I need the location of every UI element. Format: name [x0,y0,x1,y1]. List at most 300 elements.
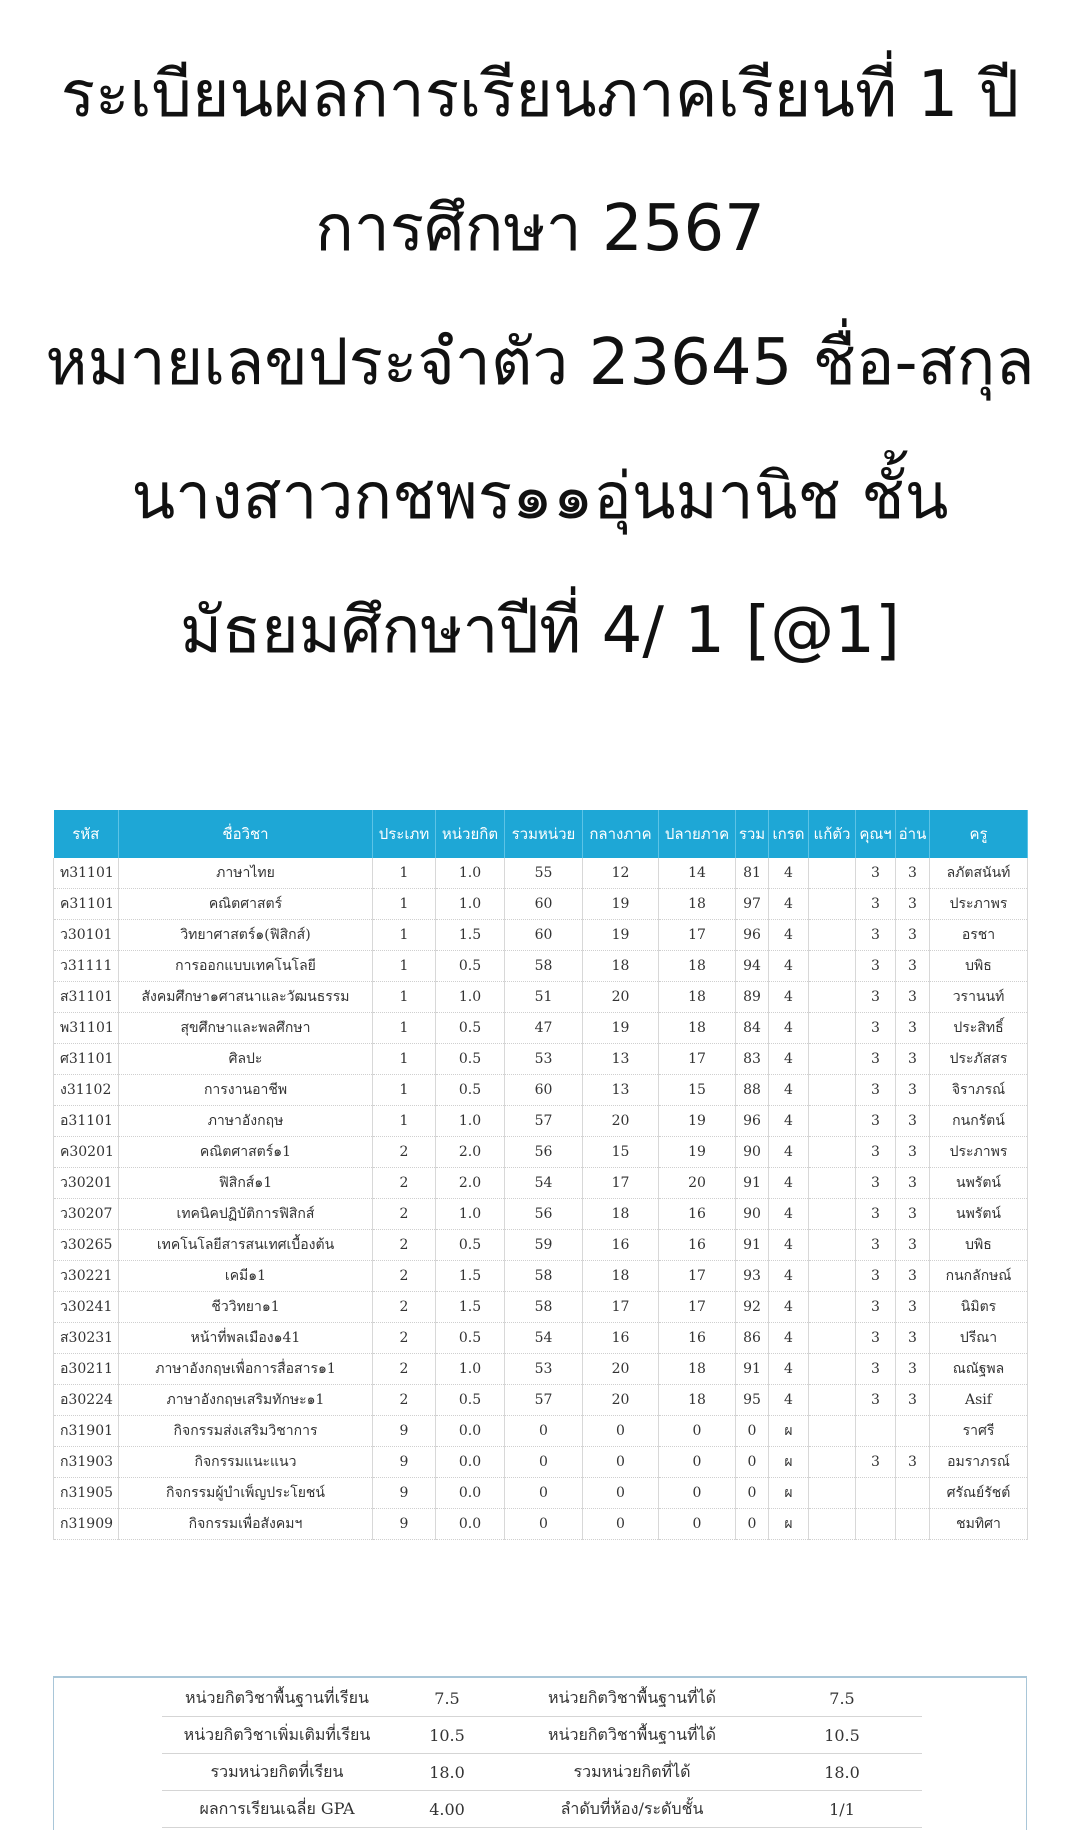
table-cell: 2 [373,1323,436,1354]
table-cell: 17 [659,1292,736,1323]
table-cell: 0.0 [436,1478,505,1509]
table-cell: บพิธ [930,1230,1028,1261]
table-cell: 15 [583,1137,659,1168]
table-cell: 1.0 [436,889,505,920]
table-cell: 16 [659,1323,736,1354]
col-header: คุณฯ [856,810,896,858]
table-cell: 58 [505,1261,583,1292]
summary-panel [53,1676,1027,1830]
table-cell: 56 [505,1137,583,1168]
table-cell: 1.5 [436,1292,505,1323]
table-cell: 18 [659,889,736,920]
table-cell [809,1323,856,1354]
table-cell: ประภาพร [930,1137,1028,1168]
col-header: รวม [736,810,769,858]
table-cell: บพิธ [930,951,1028,982]
table-cell: 4 [769,1013,809,1044]
table-cell: 91 [736,1230,769,1261]
table-cell [809,889,856,920]
summary-value: 1/1 [762,1791,922,1828]
table-cell: 18 [583,951,659,982]
table-cell: 55 [505,858,583,889]
col-header: ประเภท [373,810,436,858]
table-cell: 0 [505,1478,583,1509]
table-cell: จิราภรณ์ [930,1075,1028,1106]
table-cell: 4 [769,1354,809,1385]
table-row [54,1292,1028,1323]
table-cell: 54 [505,1168,583,1199]
col-header: หน่วยกิต [436,810,505,858]
table-cell: ส30231 [54,1323,119,1354]
table-row [54,951,1028,982]
table-cell [856,1416,896,1447]
table-cell: 4 [769,858,809,889]
table-cell [809,1385,856,1416]
table-cell [809,1075,856,1106]
table-cell: กิจกรรมส่งเสริมวิชาการ [119,1416,373,1447]
table-cell: 3 [896,1292,930,1323]
table-cell: 0.5 [436,1323,505,1354]
col-header: รวมหน่วย [505,810,583,858]
table-cell: สุขศึกษาและพลศึกษา [119,1013,373,1044]
table-cell: อรชา [930,920,1028,951]
table-cell [809,1292,856,1323]
summary-value: 10.5 [762,1717,922,1754]
table-cell: 0 [505,1447,583,1478]
table-cell: 90 [736,1137,769,1168]
table-cell: 2 [373,1168,436,1199]
table-cell: ปรีณา [930,1323,1028,1354]
table-cell: 96 [736,920,769,951]
table-cell: ฟิสิกส์๑1 [119,1168,373,1199]
table-cell: 3 [896,951,930,982]
table-cell: ณณัฐพล [930,1354,1028,1385]
summary-label: รวมหน่วยกิตที่ได้ [502,1754,762,1791]
report-title [30,28,1050,698]
table-cell: หน้าที่พลเมือง๑41 [119,1323,373,1354]
table-cell: 3 [856,1385,896,1416]
table-row [54,1013,1028,1044]
table-cell: 0 [736,1509,769,1540]
table-cell: ว30265 [54,1230,119,1261]
table-cell: ว31111 [54,951,119,982]
table-cell: 47 [505,1013,583,1044]
table-cell: ง31102 [54,1075,119,1106]
table-cell: 3 [896,889,930,920]
table-cell: 3 [856,951,896,982]
summary-value: 7.5 [392,1680,502,1717]
col-header: กลางภาค [583,810,659,858]
table-cell: 59 [505,1230,583,1261]
table-cell: ก31909 [54,1509,119,1540]
table-row [54,1385,1028,1416]
table-cell: 20 [583,982,659,1013]
col-header: ปลายภาค [659,810,736,858]
table-cell: 3 [856,920,896,951]
summary-value: 4.00 [392,1791,502,1828]
table-cell: ชีววิทยา๑1 [119,1292,373,1323]
table-cell: 95 [736,1385,769,1416]
col-header: อ่าน [896,810,930,858]
table-cell [896,1509,930,1540]
table-cell: การออกแบบเทคโนโลยี [119,951,373,982]
table-cell: 4 [769,920,809,951]
table-cell: เคมี๑1 [119,1261,373,1292]
table-cell: 19 [583,920,659,951]
table-cell: 9 [373,1447,436,1478]
table-cell: 9 [373,1509,436,1540]
table-cell: 90 [736,1199,769,1230]
summary-label: หน่วยกิตวิชาพื้นฐานที่ได้ [502,1717,762,1754]
table-cell [809,1199,856,1230]
col-header: ชื่อวิชา [119,810,373,858]
table-cell [809,1230,856,1261]
table-cell: 3 [856,1230,896,1261]
table-cell [809,1044,856,1075]
table-cell: ค31101 [54,889,119,920]
table-cell: 3 [856,1168,896,1199]
table-cell: 2 [373,1230,436,1261]
table-cell: 0 [659,1478,736,1509]
table-cell: 4 [769,982,809,1013]
table-cell: ว30221 [54,1261,119,1292]
table-cell: ว30241 [54,1292,119,1323]
table-cell: 83 [736,1044,769,1075]
table-cell: ว30201 [54,1168,119,1199]
col-header: เกรด [769,810,809,858]
table-cell: 1 [373,889,436,920]
table-cell: 18 [659,1013,736,1044]
table-cell: 60 [505,889,583,920]
table-cell: ว30207 [54,1199,119,1230]
table-cell: 0 [659,1416,736,1447]
table-cell: 18 [659,951,736,982]
table-cell: 0 [583,1416,659,1447]
table-cell: 0 [736,1447,769,1478]
table-cell: 3 [896,1137,930,1168]
table-cell: 91 [736,1168,769,1199]
table-cell: ประภาพร [930,889,1028,920]
table-cell: 0 [505,1416,583,1447]
table-cell: 0 [736,1478,769,1509]
table-cell [856,1509,896,1540]
table-cell [809,1416,856,1447]
table-row [54,1199,1028,1230]
table-cell: 3 [856,982,896,1013]
table-cell: 3 [896,1168,930,1199]
table-cell: 17 [583,1292,659,1323]
summary-label: หน่วยกิตวิชาพื้นฐานที่ได้ [502,1680,762,1717]
table-cell: นพรัตน์ [930,1199,1028,1230]
title-line: ระเบียนผลการเรียนภาคเรียนที่ 1 ปี [60,58,1020,132]
table-cell: 19 [583,1013,659,1044]
table-cell: 4 [769,1292,809,1323]
table-cell: 3 [856,1106,896,1137]
table-cell: อ30224 [54,1385,119,1416]
table-cell: 13 [583,1044,659,1075]
table-cell: 1.5 [436,1261,505,1292]
table-cell: 3 [896,1044,930,1075]
table-cell: 0 [659,1447,736,1478]
summary-label: หน่วยกิตวิชาพื้นฐานที่เรียน [162,1680,392,1717]
table-cell: 18 [583,1199,659,1230]
summary-row [162,1680,922,1717]
table-body [54,858,1028,1540]
table-cell: 16 [583,1230,659,1261]
table-cell: 60 [505,1075,583,1106]
table-cell: 92 [736,1292,769,1323]
table-cell: พ31101 [54,1013,119,1044]
table-cell: 60 [505,920,583,951]
table-row [54,1168,1028,1199]
table-cell: 18 [659,1354,736,1385]
table-cell: 88 [736,1075,769,1106]
table-cell: 3 [856,1199,896,1230]
table-cell: 17 [659,920,736,951]
table-cell: 57 [505,1106,583,1137]
table-cell: 3 [856,1137,896,1168]
grades-table [53,810,1028,1540]
table-cell: 18 [583,1261,659,1292]
table-cell: 4 [769,1385,809,1416]
summary-value: 18.0 [392,1754,502,1791]
table-row [54,1230,1028,1261]
table-cell: 96 [736,1106,769,1137]
table-cell [809,1106,856,1137]
table-cell: กนกรัตน์ [930,1106,1028,1137]
table-cell: ภาษาอังกฤษเสริมทักษะ๑1 [119,1385,373,1416]
table-cell: 20 [583,1106,659,1137]
table-cell: ประสิทธิ์ [930,1013,1028,1044]
table-cell: นิมิตร [930,1292,1028,1323]
table-cell: กิจกรรมแนะแนว [119,1447,373,1478]
table-cell: 1 [373,1106,436,1137]
table-cell: ผ [769,1447,809,1478]
table-row [54,1478,1028,1509]
table-cell: 0.0 [436,1509,505,1540]
table-cell: 12 [583,858,659,889]
table-cell: 0.5 [436,1013,505,1044]
table-cell: ลภัตสนันท์ [930,858,1028,889]
table-cell: 58 [505,951,583,982]
summary-row [162,1754,922,1791]
table-cell: 0.5 [436,1230,505,1261]
table-cell: 4 [769,1075,809,1106]
table-cell: 3 [856,1013,896,1044]
table-cell: ผ [769,1478,809,1509]
table-cell: ท31101 [54,858,119,889]
table-cell: 2 [373,1292,436,1323]
table-row [54,1075,1028,1106]
table-cell: 0.5 [436,1075,505,1106]
table-cell: 9 [373,1478,436,1509]
table-cell: 3 [896,982,930,1013]
table-row [54,1447,1028,1478]
table-cell: 16 [659,1199,736,1230]
table-cell: 0.5 [436,951,505,982]
table-cell: 0.0 [436,1416,505,1447]
table-cell: ประภัสสร [930,1044,1028,1075]
table-cell: 2 [373,1261,436,1292]
table-cell [809,1137,856,1168]
summary-row [162,1717,922,1754]
table-cell: 19 [659,1106,736,1137]
table-cell: 3 [896,1075,930,1106]
table-cell: ว30101 [54,920,119,951]
table-cell: 0.5 [436,1385,505,1416]
table-cell [896,1478,930,1509]
table-cell: 94 [736,951,769,982]
table-cell [809,1168,856,1199]
table-cell: ศิลปะ [119,1044,373,1075]
title-line: หมายเลขประจำตัว 23645 ชื่อ-สกุล [45,326,1035,400]
table-cell: 4 [769,1261,809,1292]
table-cell: วรานนท์ [930,982,1028,1013]
table-cell: 0 [583,1447,659,1478]
table-cell: 17 [659,1261,736,1292]
table-cell: 2.0 [436,1168,505,1199]
summary-label: ผลการเรียนเฉลี่ย GPA [162,1791,392,1828]
table-cell: 3 [896,1013,930,1044]
table-cell: Asif [930,1385,1028,1416]
table-cell: 3 [896,920,930,951]
summary-body [162,1680,922,1828]
table-cell: 2 [373,1199,436,1230]
table-cell: ส31101 [54,982,119,1013]
table-cell: การงานอาชีพ [119,1075,373,1106]
table-cell: 3 [896,1230,930,1261]
table-cell: 4 [769,1323,809,1354]
table-cell [809,982,856,1013]
table-cell: 51 [505,982,583,1013]
summary-value: 7.5 [762,1680,922,1717]
table-cell: 20 [659,1168,736,1199]
table-cell: 0.5 [436,1044,505,1075]
title-line: มัธยมศึกษาปีที่ 4/ 1 [@1] [180,594,900,668]
table-cell [809,1509,856,1540]
table-cell: 20 [583,1354,659,1385]
table-cell: 4 [769,1230,809,1261]
table-cell: ศรัณย์รัชต์ [930,1478,1028,1509]
table-cell: 0 [659,1509,736,1540]
table-cell: สังคมศึกษา๑ศาสนาและวัฒนธรรม [119,982,373,1013]
table-cell: ราศรี [930,1416,1028,1447]
table-cell: 93 [736,1261,769,1292]
table-cell: 3 [896,1354,930,1385]
table-cell: กิจกรรมผู้บำเพ็ญประโยชน์ [119,1478,373,1509]
table-cell: 15 [659,1075,736,1106]
table-cell: 2 [373,1137,436,1168]
table-cell: 16 [583,1323,659,1354]
table-cell: 56 [505,1199,583,1230]
table-cell: ผ [769,1416,809,1447]
table-cell: 3 [896,1261,930,1292]
table-cell: 18 [659,982,736,1013]
table-cell: ก31901 [54,1416,119,1447]
table-cell: 1.0 [436,1199,505,1230]
table-cell: ก31903 [54,1447,119,1478]
table-cell: 3 [856,858,896,889]
table-cell: 1 [373,1044,436,1075]
table-cell: 3 [896,1323,930,1354]
table-cell: อมราภรณ์ [930,1447,1028,1478]
table-cell: 2 [373,1385,436,1416]
table-cell: 1.0 [436,1106,505,1137]
table-cell: ชมทิศา [930,1509,1028,1540]
summary-table [162,1680,922,1828]
table-cell: 1 [373,1075,436,1106]
table-cell: 53 [505,1044,583,1075]
col-header: ครู [930,810,1028,858]
table-cell: 0 [583,1478,659,1509]
table-row [54,1261,1028,1292]
table-cell: 1.0 [436,982,505,1013]
table-row [54,1137,1028,1168]
table-cell: กนกลักษณ์ [930,1261,1028,1292]
table-cell: 0 [505,1509,583,1540]
table-cell: คณิตศาสตร์๑1 [119,1137,373,1168]
table-cell: ค30201 [54,1137,119,1168]
title-line: การศึกษา 2567 [315,192,765,266]
table-cell: 17 [583,1168,659,1199]
table-cell: 13 [583,1075,659,1106]
table-cell: 0 [583,1509,659,1540]
table-cell: 1 [373,1013,436,1044]
table-cell: 4 [769,1168,809,1199]
table-cell: 3 [856,1447,896,1478]
table-cell: 1 [373,920,436,951]
col-header: แก้ตัว [809,810,856,858]
summary-value: 18.0 [762,1754,922,1791]
table-cell [809,1261,856,1292]
table-cell: 2.0 [436,1137,505,1168]
table-cell [809,920,856,951]
table-cell: 3 [896,1106,930,1137]
table-cell: 1.5 [436,920,505,951]
col-header: รหัส [54,810,119,858]
table-cell: ศ31101 [54,1044,119,1075]
table-cell: 1 [373,951,436,982]
table-header-row [54,810,1028,858]
table-cell [809,1354,856,1385]
table-cell: 3 [856,1261,896,1292]
table-cell: 3 [856,1044,896,1075]
table-cell: ภาษาอังกฤษเพื่อการสื่อสาร๑1 [119,1354,373,1385]
table-cell: 14 [659,858,736,889]
table-cell: อ31101 [54,1106,119,1137]
table-cell [809,1447,856,1478]
table-cell: 89 [736,982,769,1013]
summary-label: ลำดับที่ห้อง/ระดับชั้น [502,1791,762,1828]
table-row [54,1044,1028,1075]
table-cell: กิจกรรมเพื่อสังคมฯ [119,1509,373,1540]
table-cell: 53 [505,1354,583,1385]
table-cell: 1 [373,858,436,889]
table-cell: 3 [896,1385,930,1416]
summary-row [162,1791,922,1828]
table-cell: 1 [373,982,436,1013]
table-cell: 18 [659,1385,736,1416]
table-cell: ภาษาอังกฤษ [119,1106,373,1137]
table-cell [856,1478,896,1509]
table-cell: 3 [856,1075,896,1106]
table-cell: 97 [736,889,769,920]
table-cell: 0 [736,1416,769,1447]
table-cell: 3 [856,1292,896,1323]
table-cell: 1.0 [436,1354,505,1385]
table-cell: 3 [856,1323,896,1354]
table-cell [896,1416,930,1447]
